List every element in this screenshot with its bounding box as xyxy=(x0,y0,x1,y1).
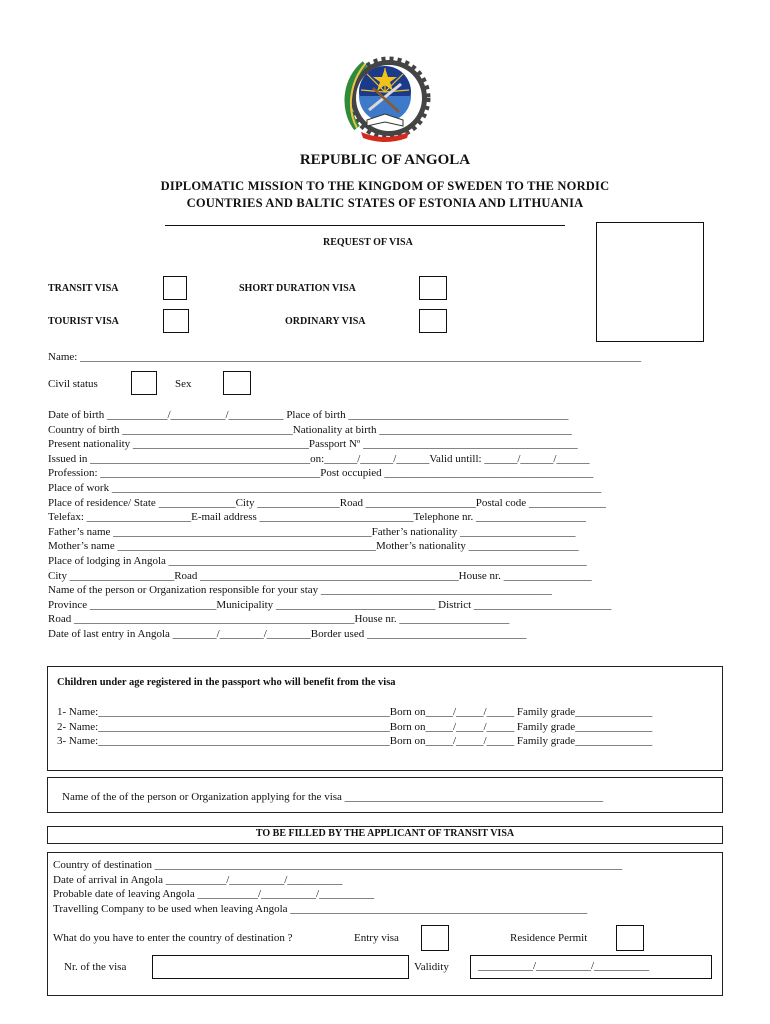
sex-label: Sex xyxy=(175,378,192,390)
country-of-birth-line[interactable]: Country of birth _______________________________Nationality at birth ___________________________________ xyxy=(48,423,572,436)
civil-status-box[interactable] xyxy=(131,371,157,395)
arrival-date-line[interactable]: Date of arrival in Angola ___________/__________/__________ xyxy=(53,873,343,886)
child-row-2[interactable]: 2- Name:_____________________________________________________Born on_____/_____/_____ Family grade______________ xyxy=(57,720,653,733)
entry-visa-checkbox[interactable] xyxy=(421,925,449,951)
personal-details xyxy=(48,408,611,642)
father-line[interactable]: Father’s name _______________________________________________Father’s nationality _____________________ xyxy=(48,525,576,538)
travelling-company-line[interactable]: Travelling Company to be used when leaving Angola ______________________________________________________ xyxy=(53,902,588,915)
applicant-field[interactable]: Name of the of the person or Organization applying for the visa _______________________________________________ xyxy=(62,791,604,803)
transit-heading: TO BE FILLED BY THE APPLICANT OF TRANSIT VISA xyxy=(255,828,515,839)
date-of-birth-line[interactable]: Date of birth ___________/__________/__________ Place of birth ________________________________________ xyxy=(48,409,569,421)
tourist-visa-label: TOURIST VISA xyxy=(48,316,119,327)
lodging-line[interactable]: Place of lodging in Angola ____________________________________________________________________________ xyxy=(48,554,587,567)
short-duration-visa-label: SHORT DURATION VISA xyxy=(239,283,356,294)
transit-visa-checkbox[interactable] xyxy=(163,276,187,300)
transit-visa-label: TRANSIT VISA xyxy=(48,283,119,294)
ordinary-visa-label: ORDINARY VISA xyxy=(285,316,366,327)
validity-value: __________/__________/__________ xyxy=(478,960,650,972)
photo-box xyxy=(596,222,704,342)
header-divider xyxy=(165,225,565,226)
visa-nr-input[interactable] xyxy=(152,955,409,979)
ordinary-visa-checkbox[interactable] xyxy=(419,309,447,333)
child-row-3[interactable]: 3- Name:_____________________________________________________Born on_____/_____/_____ Family grade______________ xyxy=(57,735,653,748)
present-nationality-line[interactable]: Present nationality ________________________________Passport Nº _______________________________________ xyxy=(48,438,578,451)
leaving-date-line[interactable]: Probable date of leaving Angola ___________/__________/__________ xyxy=(53,888,375,901)
sex-box[interactable] xyxy=(223,371,251,395)
request-heading: REQUEST OF VISA xyxy=(323,237,413,248)
residence-line[interactable]: Place of residence/ State ______________City _______________Road ____________________Postal code ______________ xyxy=(48,496,606,509)
province-line[interactable]: Province _______________________Municipality _____________________________ District _________________________ xyxy=(48,598,612,611)
mission-line-2: COUNTRIES AND BALTIC STATES OF ESTONIA AND LITHUANIA xyxy=(186,196,584,210)
tourist-visa-checkbox[interactable] xyxy=(163,309,189,333)
short-duration-visa-checkbox[interactable] xyxy=(419,276,447,300)
civil-status-label: Civil status xyxy=(48,378,98,390)
children-rows xyxy=(57,705,652,749)
child-row-1[interactable]: 1- Name:_____________________________________________________Born on_____/_____/_____ Family grade______________ xyxy=(57,706,653,718)
city-line[interactable]: City ___________________Road _______________________________________________House nr. ________________ xyxy=(48,569,592,582)
issued-in-line[interactable]: Issued in ________________________________________on:______/______/______Valid untill: ______/______/______ xyxy=(48,452,590,465)
angola-coat-of-arms xyxy=(337,50,433,146)
mission-line-1: DIPLOMATIC MISSION TO THE KINGDOM OF SWEDEN TO THE NORDIC xyxy=(160,179,610,193)
validity-label: Validity xyxy=(414,961,449,973)
visa-nr-label: Nr. of the visa xyxy=(64,961,127,973)
residence-permit-checkbox[interactable] xyxy=(616,925,644,951)
last-entry-line[interactable]: Date of last entry in Angola ________/________/________Border used _____________________________ xyxy=(48,627,527,640)
responsible-person-line[interactable]: Name of the person or Organization responsible for your stay __________________________________________ xyxy=(48,584,552,597)
entry-visa-label: Entry visa xyxy=(354,932,399,944)
profession-line[interactable]: Profession: ________________________________________Post occupied ______________________________________ xyxy=(48,467,594,480)
road-line[interactable]: Road ___________________________________________________House nr. ____________________ xyxy=(48,613,510,626)
mother-line[interactable]: Mother’s name _______________________________________________Mother’s nationality ____________________ xyxy=(48,540,579,553)
name-field[interactable]: Name: ______________________________________________________________________________________________________ xyxy=(48,351,642,363)
telefax-line[interactable]: Telefax: ___________________E-mail address ____________________________Telephone nr. ____________________ xyxy=(48,511,587,524)
children-heading: Children under age registered in the passport who will benefit from the visa xyxy=(57,677,396,688)
place-of-work-line[interactable]: Place of work _________________________________________________________________________________________ xyxy=(48,481,602,494)
country-destination-line[interactable]: Country of destination _____________________________________________________________________________________ xyxy=(53,859,623,871)
residence-permit-label: Residence Permit xyxy=(510,932,588,944)
page-title: REPUBLIC OF ANGOLA xyxy=(299,152,471,168)
destination-question: What do you have to enter the country of destination ? xyxy=(53,932,293,944)
transit-lines xyxy=(53,858,622,916)
